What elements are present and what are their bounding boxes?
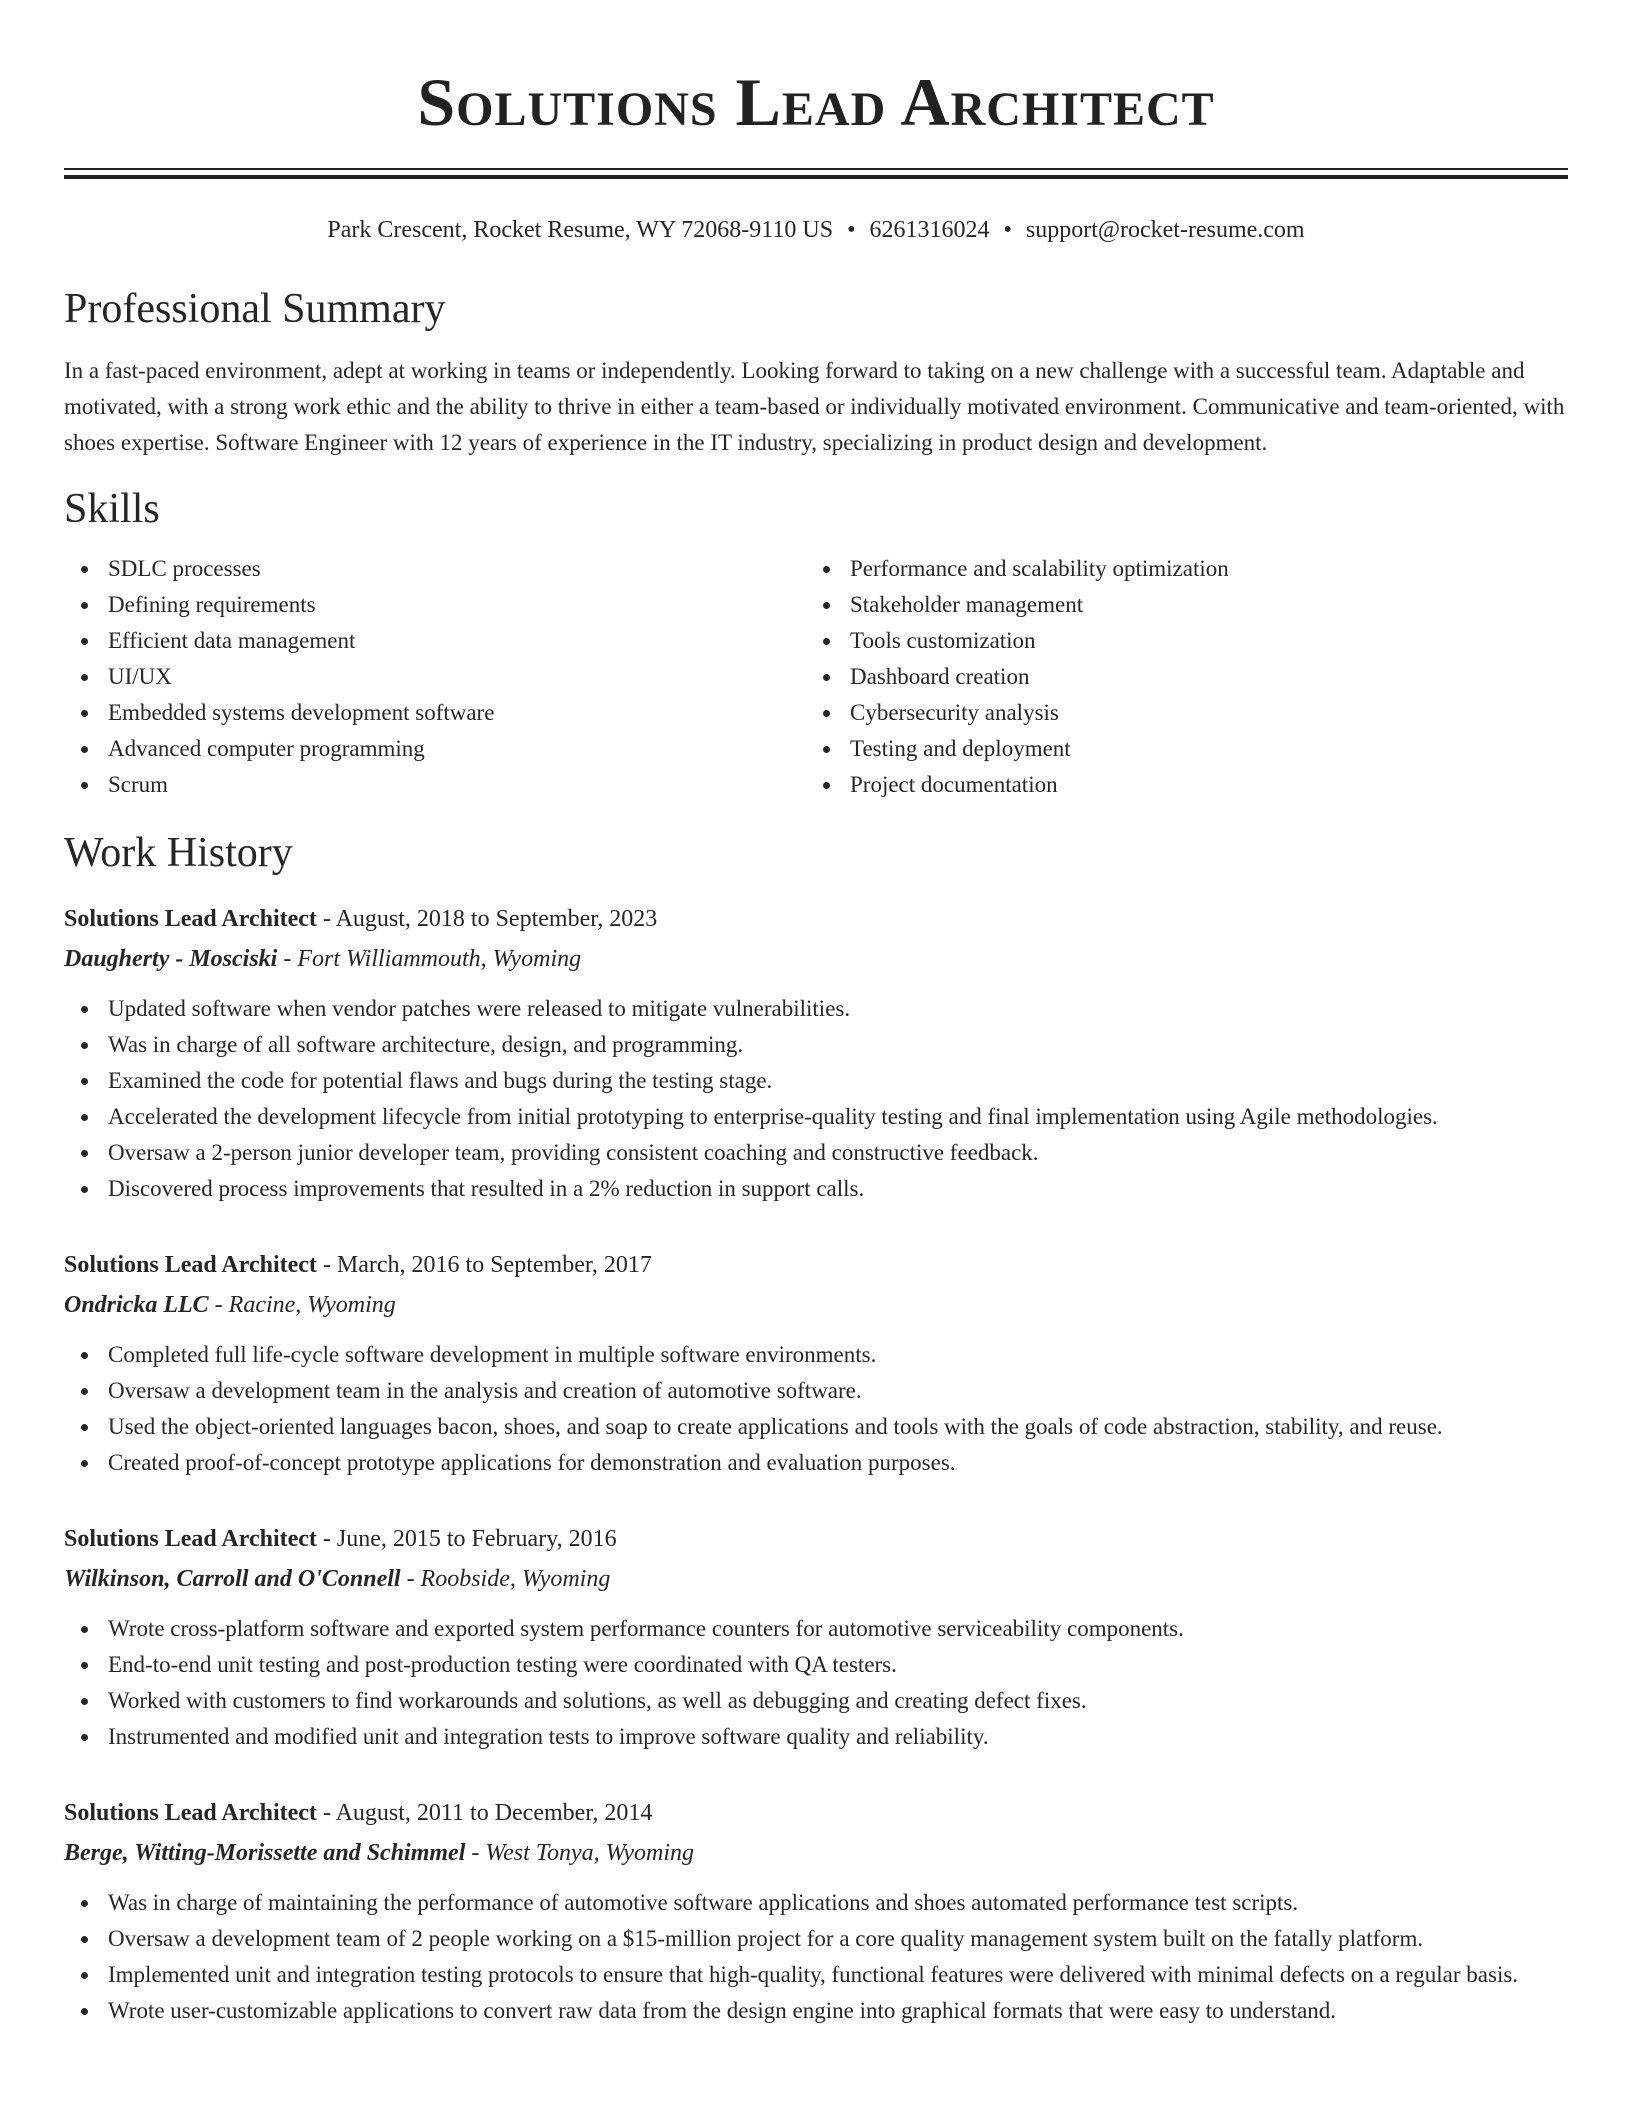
skill-item: Advanced computer programming <box>64 731 806 767</box>
job-employer-line <box>64 1287 1568 1323</box>
job-bullet: Examined the code for potential flaws and bugs during the testing stage. <box>64 1063 1568 1099</box>
contact-line <box>64 215 1568 245</box>
job-dates: - August, 2018 to September, 2023 <box>316 906 658 932</box>
job-entry <box>64 1521 1568 1755</box>
work-history-list <box>64 901 1568 2029</box>
job-bullet: Accelerated the development lifecycle from initial prototyping to enterprise-quality testing and final implementation using Agile methodologies. <box>64 1099 1568 1135</box>
job-bullet: Wrote cross-platform software and exported system performance counters for automotive serviceability components. <box>64 1611 1568 1647</box>
job-title-line <box>64 1521 1568 1557</box>
skill-item: Tools customization <box>806 623 1548 659</box>
job-entry <box>64 1795 1568 2029</box>
job-bullet: Was in charge of maintaining the performance of automotive software applications and shoes automated performance test scripts. <box>64 1885 1568 1921</box>
resume-name: Solutions Lead Architect <box>417 64 1215 140</box>
job-bullets <box>64 991 1568 1207</box>
job-location: - West Tonya, Wyoming <box>465 1840 695 1866</box>
header-divider <box>64 168 1568 179</box>
job-bullet: Completed full life-cycle software development in multiple software environments. <box>64 1337 1568 1373</box>
contact-address: Park Crescent, Rocket Resume, WY 72068-9110 US <box>327 217 834 243</box>
job-role: Solutions Lead Architect <box>64 906 317 932</box>
job-location: - Fort Williammouth, Wyoming <box>277 946 582 972</box>
job-dates: - June, 2015 to February, 2016 <box>316 1526 617 1552</box>
job-bullet: Was in charge of all software architecture, design, and programming. <box>64 1027 1568 1063</box>
job-bullet: Created proof-of-concept prototype applications for demonstration and evaluation purposes. <box>64 1445 1568 1481</box>
job-dates: - August, 2011 to December, 2014 <box>316 1800 653 1826</box>
skills-list <box>64 551 1568 803</box>
contact-email: support@rocket-resume.com <box>1025 217 1305 243</box>
job-company: Wilkinson, Carroll and O'Connell <box>64 1566 401 1592</box>
skill-item: Embedded systems development software <box>64 695 806 731</box>
skill-item: SDLC processes <box>64 551 806 587</box>
job-entry <box>64 1247 1568 1481</box>
job-bullet: Instrumented and modified unit and integration tests to improve software quality and reliability. <box>64 1719 1568 1755</box>
job-bullet: Oversaw a development team of 2 people working on a $15-million project for a core quality management system built on the fatally platform. <box>64 1921 1568 1957</box>
job-bullet: Worked with customers to find workarounds and solutions, as well as debugging and creating defect fixes. <box>64 1683 1568 1719</box>
job-bullet: Used the object-oriented languages bacon, shoes, and soap to create applications and tools with the goals of code abstraction, stability, and reuse. <box>64 1409 1568 1445</box>
job-company: Ondricka LLC <box>64 1292 209 1318</box>
job-bullet: End-to-end unit testing and post-production testing were coordinated with QA testers. <box>64 1647 1568 1683</box>
skill-item: Scrum <box>64 767 806 803</box>
job-employer-line <box>64 1561 1568 1597</box>
job-bullet: Oversaw a 2-person junior developer team, providing consistent coaching and constructive feedback. <box>64 1135 1568 1171</box>
resume-page <box>64 0 1568 2029</box>
skills-heading: Skills <box>64 486 160 532</box>
job-title-line <box>64 1795 1568 1831</box>
job-entry <box>64 901 1568 1207</box>
skill-item: Testing and deployment <box>806 731 1548 767</box>
job-title-line <box>64 901 1568 937</box>
job-role: Solutions Lead Architect <box>64 1252 317 1278</box>
job-location: - Racine, Wyoming <box>208 1292 396 1318</box>
skill-item: Dashboard creation <box>806 659 1548 695</box>
skills-column-left <box>64 551 806 803</box>
job-bullet: Implemented unit and integration testing protocols to ensure that high-quality, functional features were delivered with minimal defects on a regular basis. <box>64 1957 1568 1993</box>
job-bullets <box>64 1611 1568 1755</box>
job-employer-line <box>64 941 1568 977</box>
job-bullet: Discovered process improvements that resulted in a 2% reduction in support calls. <box>64 1171 1568 1207</box>
job-company: Berge, Witting-Morissette and Schimmel <box>64 1840 466 1866</box>
summary-heading: Professional Summary <box>64 286 446 332</box>
skill-item: Efficient data management <box>64 623 806 659</box>
job-dates: - March, 2016 to September, 2017 <box>316 1252 652 1278</box>
skills-column-right <box>806 551 1548 803</box>
skill-item: Project documentation <box>806 767 1548 803</box>
job-employer-line <box>64 1835 1568 1871</box>
job-role: Solutions Lead Architect <box>64 1800 317 1826</box>
job-title-line <box>64 1247 1568 1283</box>
skill-item: Stakeholder management <box>806 587 1548 623</box>
summary-text: In a fast-paced environment, adept at working in teams or independently. Looking forward to taking on a new challenge with a successful team. Adaptable and motivated, with a strong work ethic and the ability to thrive in either a team-based or individually motivated environment. Communicative and team-oriented, with shoes expertise. Software Engineer with 12 years of experience in the IT industry, specializing in product design and development. <box>64 358 1565 455</box>
skill-item: Performance and scalability optimization <box>806 551 1548 587</box>
job-company: Daugherty - Mosciski <box>64 946 278 972</box>
skill-item: Cybersecurity analysis <box>806 695 1548 731</box>
contact-phone: 6261316024 <box>869 217 990 243</box>
job-bullets <box>64 1337 1568 1481</box>
work-history-heading: Work History <box>64 830 293 876</box>
contact-separator: • <box>847 217 856 243</box>
job-bullet: Updated software when vendor patches were released to mitigate vulnerabilities. <box>64 991 1568 1027</box>
skill-item: Defining requirements <box>64 587 806 623</box>
job-location: - Roobside, Wyoming <box>400 1566 611 1592</box>
skill-item: UI/UX <box>64 659 806 695</box>
job-bullets <box>64 1885 1568 2029</box>
job-bullet: Wrote user-customizable applications to convert raw data from the design engine into graphical formats that were easy to understand. <box>64 1993 1568 2029</box>
job-bullet: Oversaw a development team in the analysis and creation of automotive software. <box>64 1373 1568 1409</box>
job-role: Solutions Lead Architect <box>64 1526 317 1552</box>
contact-separator: • <box>1003 217 1012 243</box>
